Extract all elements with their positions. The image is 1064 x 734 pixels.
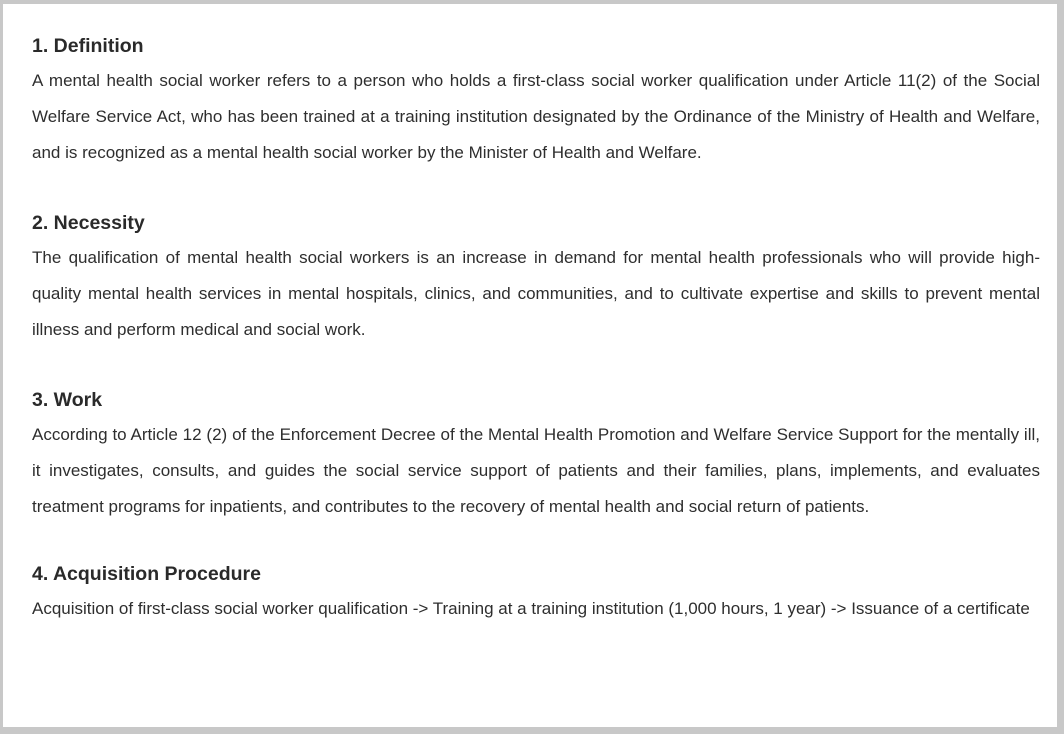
document-content (32, 32, 1040, 627)
section-heading: 2. Necessity (32, 212, 145, 234)
section-body: According to Article 12 (2) of the Enforcement Decree of the Mental Health Promotion and Welfare Service Support for the mentally ill, it investigates, consults, and guides the social service support of patients and their families, plans, implements, and evaluates treatment programs for inpatients, and contributes to the recovery of mental health and social return of patients. (32, 425, 1040, 516)
section-heading: 4. Acquisition Procedure (32, 563, 261, 585)
section-work (32, 386, 1040, 525)
section-acquisition-procedure (32, 560, 1040, 627)
section-spacer (32, 171, 1040, 209)
section-definition (32, 32, 1040, 171)
section-body: The qualification of mental health social workers is an increase in demand for mental health professionals who will provide high-quality mental health services in mental hospitals, clinics, and communities, and to cultivate expertise and skills to prevent mental illness and perform medical and social work. (32, 248, 1040, 339)
section-spacer (32, 348, 1040, 386)
section-body: A mental health social worker refers to a person who holds a first-class social worker qualification under Article 11(2) of the Social Welfare Service Act, who has been trained at a training institution designated by the Ordinance of the Ministry of Health and Welfare, and is recognized as a mental health social worker by the Minister of Health and Welfare. (32, 71, 1040, 162)
section-spacer (32, 525, 1040, 560)
section-heading: 1. Definition (32, 35, 144, 57)
section-heading: 3. Work (32, 389, 103, 411)
section-necessity (32, 209, 1040, 348)
section-body: Acquisition of first-class social worker qualification -> Training at a training institution (1,000 hours, 1 year) -> Issuance of a certificate (32, 599, 1030, 618)
